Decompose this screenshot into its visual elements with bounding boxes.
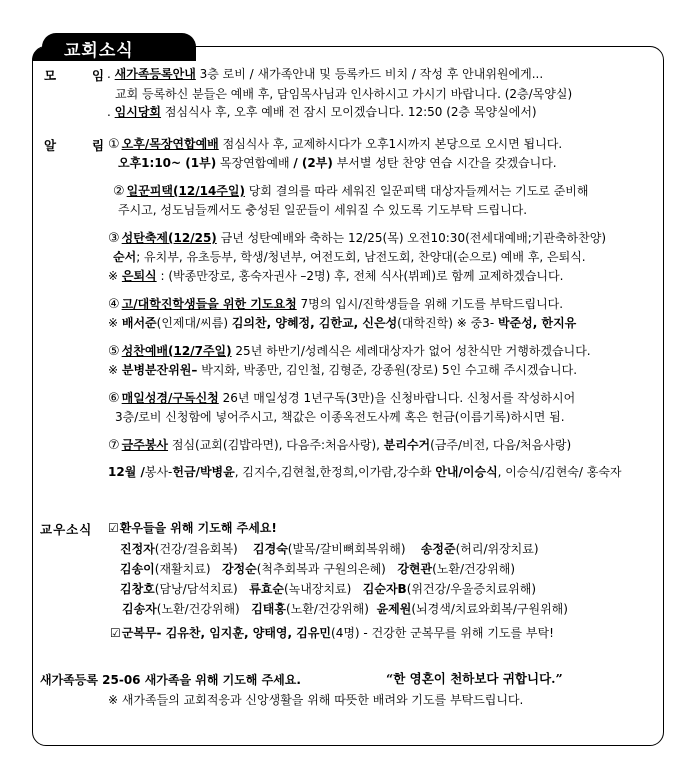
number-icon: ① bbox=[108, 137, 120, 152]
allim-item-4 bbox=[108, 296, 563, 313]
item-text: : (박종만장로, 홍숙자권사 –2명) 후, 전체 식사(뷔페)로 함께 교제하겠습니다. bbox=[156, 269, 564, 283]
item-text: 박지화, 박종만, 김인철, 김형준, 강종원(장로) 5인 수고해 주시겠습니다. bbox=[197, 363, 578, 377]
number-icon: ③ bbox=[108, 231, 120, 246]
military-line bbox=[110, 625, 554, 641]
bold-text: 오후1:10~ (1부) bbox=[118, 156, 217, 170]
patient-name: 김순자B bbox=[362, 582, 407, 596]
allim-item-7 bbox=[108, 437, 571, 454]
bold-text: 25-06 새가족을 위해 기도해 주세요. bbox=[97, 673, 301, 687]
item-text: , 김지수,김현철,한정희,이가람,강수화 bbox=[234, 465, 436, 479]
bold-text: 안내/이승식 bbox=[435, 465, 498, 479]
section-title-tab bbox=[42, 33, 196, 61]
item-text: ※ 새가족들의 교회적응과 신앙생활을 위해 따뜻한 배려와 기도를 부탁드립니다. bbox=[108, 693, 524, 707]
item-text: (금주/비전, 다음/처음사랑) bbox=[430, 438, 572, 452]
bold-text: 분리수거 bbox=[383, 438, 431, 452]
patient-note: (건강/걸음회복) bbox=[154, 542, 238, 556]
patient-name: 강정순 bbox=[221, 562, 257, 576]
moim-line-2 bbox=[115, 86, 572, 102]
bold-text: 군복무- 김유찬, 임지훈, 양태영, 김유민 bbox=[121, 626, 332, 640]
patient-name: 김경숙 bbox=[253, 542, 288, 556]
item-text: (인제대/씨름) bbox=[156, 316, 232, 330]
patient-note: (발목/갈비뼈회복위해) bbox=[287, 542, 406, 556]
item-title: 일꾼피택(12/14주일) bbox=[126, 184, 245, 198]
bold-text: 순서 bbox=[113, 250, 137, 264]
patient-name: 김송이 bbox=[120, 562, 155, 576]
patient-row bbox=[120, 561, 515, 577]
patient-name: 김창호 bbox=[120, 582, 155, 596]
newfamily-quote bbox=[386, 671, 563, 687]
item-text: 부서별 성탄 찬양 연습 시간을 갖겠습니다. bbox=[332, 156, 557, 170]
label-moim-b: 임 bbox=[92, 68, 105, 83]
item-title: 금주봉사 bbox=[121, 438, 169, 452]
bullet: . bbox=[107, 105, 111, 119]
item-text: 목장연합예배 bbox=[216, 156, 294, 170]
reference-mark: ※ bbox=[108, 363, 122, 377]
patient-note: (노환/건강위해) bbox=[285, 602, 369, 616]
allim-item-6-line2 bbox=[115, 409, 565, 425]
item-title: 고/대학진학생들을 위한 기도요청 bbox=[121, 297, 297, 311]
item-text: 7명의 입시/진학생들을 위해 기도를 부탁드립니다. bbox=[296, 297, 564, 311]
bold-text: 배서준 bbox=[121, 316, 157, 330]
allim-item-6 bbox=[108, 390, 575, 407]
item-text: 당회 결의를 따라 세워진 일꾼피택 대상자들께서는 기도로 준비해 bbox=[244, 184, 589, 198]
allim-item-4-line2 bbox=[108, 315, 576, 331]
item-text: ; 유치부, 유초등부, 학생/청년부, 여전도회, 남전도회, 찬양대(순으로) 예배 후, 은퇴식. bbox=[136, 250, 586, 264]
allim-item-2-line2 bbox=[118, 202, 527, 218]
newfamily-line bbox=[40, 672, 301, 688]
moim-line-3 bbox=[107, 104, 537, 120]
patient-note: (뇌경색/치료와회복/구원위해) bbox=[411, 602, 568, 616]
item-text: 봉사- bbox=[144, 465, 173, 479]
item-text: 26년 매일성경 1년구독(3만)을 신청바랍니다. 신청서를 작성하시어 bbox=[218, 391, 576, 405]
item-title: 매일성경/구독신청 bbox=[121, 391, 219, 405]
moim-title-session: 임시당회 bbox=[114, 105, 162, 119]
patient-note: (담낭/담석치료) bbox=[154, 582, 238, 596]
reference-mark: ※ bbox=[108, 269, 122, 283]
patient-note: (녹내장치료) bbox=[283, 582, 352, 596]
label-gyowoo: 교우소식 bbox=[40, 522, 93, 537]
allim-item-1 bbox=[108, 136, 562, 153]
bold-text: 12월 / bbox=[108, 465, 145, 479]
patient-row bbox=[120, 541, 539, 557]
reference-mark: ※ bbox=[108, 316, 122, 330]
item-text: 점심식사 후, 교제하시다가 오후1시까지 본당으로 오시면 됩니다. bbox=[218, 137, 563, 151]
patient-row bbox=[122, 601, 568, 617]
label-newfamily: 새가족등록 bbox=[40, 673, 98, 687]
newfamily-note bbox=[108, 692, 523, 708]
service-line bbox=[108, 464, 622, 480]
patient-name: 송정준 bbox=[420, 542, 456, 556]
patient-note: (노환/건강위해) bbox=[432, 562, 516, 576]
moim-line-1 bbox=[107, 66, 543, 82]
patient-name: 김송자 bbox=[122, 602, 157, 616]
bold-text: 환우들을 위해 기도해 주세요! bbox=[119, 521, 277, 535]
bold-text: 헌금/박병윤 bbox=[172, 465, 235, 479]
item-text: (4명) - 건강한 군복무를 위해 기도를 부탁! bbox=[331, 626, 554, 640]
allim-item-1-line2 bbox=[118, 155, 557, 171]
label-allim-a: 알 bbox=[44, 138, 57, 153]
patient-name: 강현관 bbox=[397, 562, 433, 576]
allim-item-3-line3 bbox=[108, 268, 563, 284]
item-title: 오후/목장연합예배 bbox=[121, 137, 219, 151]
item-title: 성탄축제(12/25) bbox=[121, 231, 217, 245]
patient-note: (위건강/우울증치료위해) bbox=[406, 582, 537, 596]
item-text: 금년 성탄예배와 축하는 12/25(목) 오전10:30(전세대예배;기관축하찬양) bbox=[216, 231, 606, 245]
number-icon: ④ bbox=[108, 297, 120, 312]
item-title: 은퇴식 bbox=[121, 269, 157, 283]
item-text: 25년 하반기/성례식은 세례대상자가 없어 성찬식만 거행하겠습니다. bbox=[231, 344, 591, 358]
patient-name: 김태홍 bbox=[251, 602, 286, 616]
bold-text: / (2부) bbox=[293, 156, 333, 170]
patient-note: (허리/위장치료) bbox=[455, 542, 539, 556]
item-text: 점심(교회(김밥라면), 다음주:처음사랑), bbox=[168, 438, 384, 452]
number-icon: ② bbox=[113, 184, 125, 199]
label-moim-a: 모 bbox=[44, 68, 57, 83]
patient-note: (재활치료) bbox=[154, 562, 211, 576]
allim-item-5-line2 bbox=[108, 362, 577, 378]
page-title: 교회소식 bbox=[64, 41, 134, 61]
quote-text: “한 영혼이 천하보다 귀합니다.” bbox=[386, 671, 563, 686]
moim-title-newfamily: 새가족등록안내 bbox=[114, 67, 196, 81]
bold-text: 김의찬, 양혜정, 김한교, 신은성 bbox=[231, 316, 398, 330]
patient-name: 윤제원 bbox=[376, 602, 412, 616]
allim-item-3 bbox=[108, 230, 606, 247]
checkbox-icon: ☑ bbox=[110, 626, 121, 640]
patient-name: 진정자 bbox=[120, 542, 155, 556]
item-text: , 이승식/김현숙/ 홍숙자 bbox=[497, 465, 622, 479]
number-icon: ⑦ bbox=[108, 438, 120, 453]
allim-item-2 bbox=[113, 183, 588, 200]
patient-note: (척추회복과 구원의은혜) bbox=[256, 562, 386, 576]
bold-text: 분병분잔위원– bbox=[121, 363, 198, 377]
moim-text: 점심식사 후, 오후 예배 전 잠시 모이겠습니다. 12:50 (2층 목양실에서) bbox=[161, 105, 537, 119]
checkbox-icon: ☑ bbox=[108, 521, 119, 535]
bold-text: 박준성, 한지유 bbox=[497, 316, 577, 330]
gyowoo-heading bbox=[108, 520, 277, 536]
item-text: 3층/로비 신청함에 넣어주시고, 책값은 이종옥전도사께 혹은 헌금(이름기록)하시면 됨. bbox=[115, 410, 565, 424]
patient-name: 류효순 bbox=[249, 582, 284, 596]
item-text: 주시고, 성도님들께서도 충성된 일꾼들이 세워질 수 있도록 기도부탁 드립니다. bbox=[118, 203, 528, 217]
number-icon: ⑥ bbox=[108, 391, 120, 406]
allim-item-5 bbox=[108, 343, 591, 360]
label-allim-b: 림 bbox=[92, 138, 105, 153]
moim-text: 교회 등록하신 분들은 예배 후, 담임목사님과 인사하시고 가시기 바랍니다. (2층/목양실) bbox=[115, 87, 573, 101]
item-title: 성찬예배(12/7주일) bbox=[121, 344, 232, 358]
item-text: (대학진학) ※ 중3- bbox=[397, 316, 498, 330]
patient-note: (노환/건강위해) bbox=[156, 602, 240, 616]
allim-item-3-line2 bbox=[113, 249, 586, 265]
bullet: . bbox=[107, 67, 111, 81]
number-icon: ⑤ bbox=[108, 344, 120, 359]
moim-text: 3층 로비 / 새가족안내 및 등록카드 비치 / 작성 후 안내위원에게... bbox=[195, 67, 544, 81]
patient-row bbox=[120, 581, 536, 597]
